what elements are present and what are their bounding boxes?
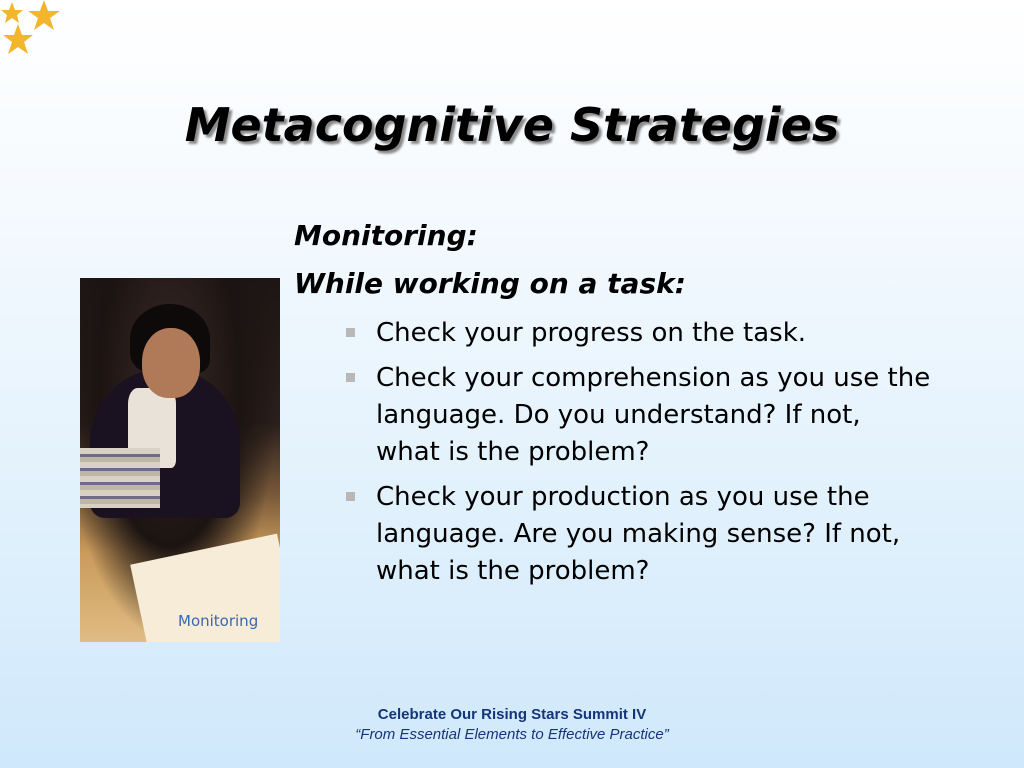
- bullet-square-icon: [346, 373, 355, 382]
- list-item: [342, 360, 932, 471]
- bullet-text: Check your production as you use the language. Are you making sense? If not, what is the problem?: [376, 481, 901, 586]
- bullet-text: Check your progress on the task.: [376, 317, 807, 348]
- bullet-list: [294, 315, 932, 590]
- list-item: [342, 479, 932, 590]
- footer-event-name: Celebrate Our Rising Stars Summit IV: [377, 706, 647, 723]
- heading-while-working: While working on a task:: [294, 267, 686, 301]
- bullet-text: Check your comprehension as you use the language. Do you understand? If not, what is the problem?: [376, 362, 931, 467]
- student-photo: [80, 278, 280, 642]
- photo-books: [80, 448, 160, 508]
- photo-face: [142, 328, 200, 398]
- photo-caption: Monitoring: [178, 612, 259, 630]
- star-icon: [3, 24, 33, 54]
- slide-footer: [0, 706, 1024, 743]
- stars-decoration: [0, 0, 64, 60]
- slide-content: [294, 218, 974, 598]
- footer-tagline: “From Essential Elements to Effective Practice”: [355, 726, 669, 743]
- bullet-square-icon: [346, 328, 355, 337]
- list-item: [342, 315, 932, 352]
- slide-title: Metacognitive Strategies: [184, 98, 840, 152]
- star-icon: [1, 2, 23, 23]
- star-icon: [28, 0, 60, 30]
- bullet-square-icon: [346, 492, 355, 501]
- heading-monitoring: Monitoring:: [294, 219, 478, 252]
